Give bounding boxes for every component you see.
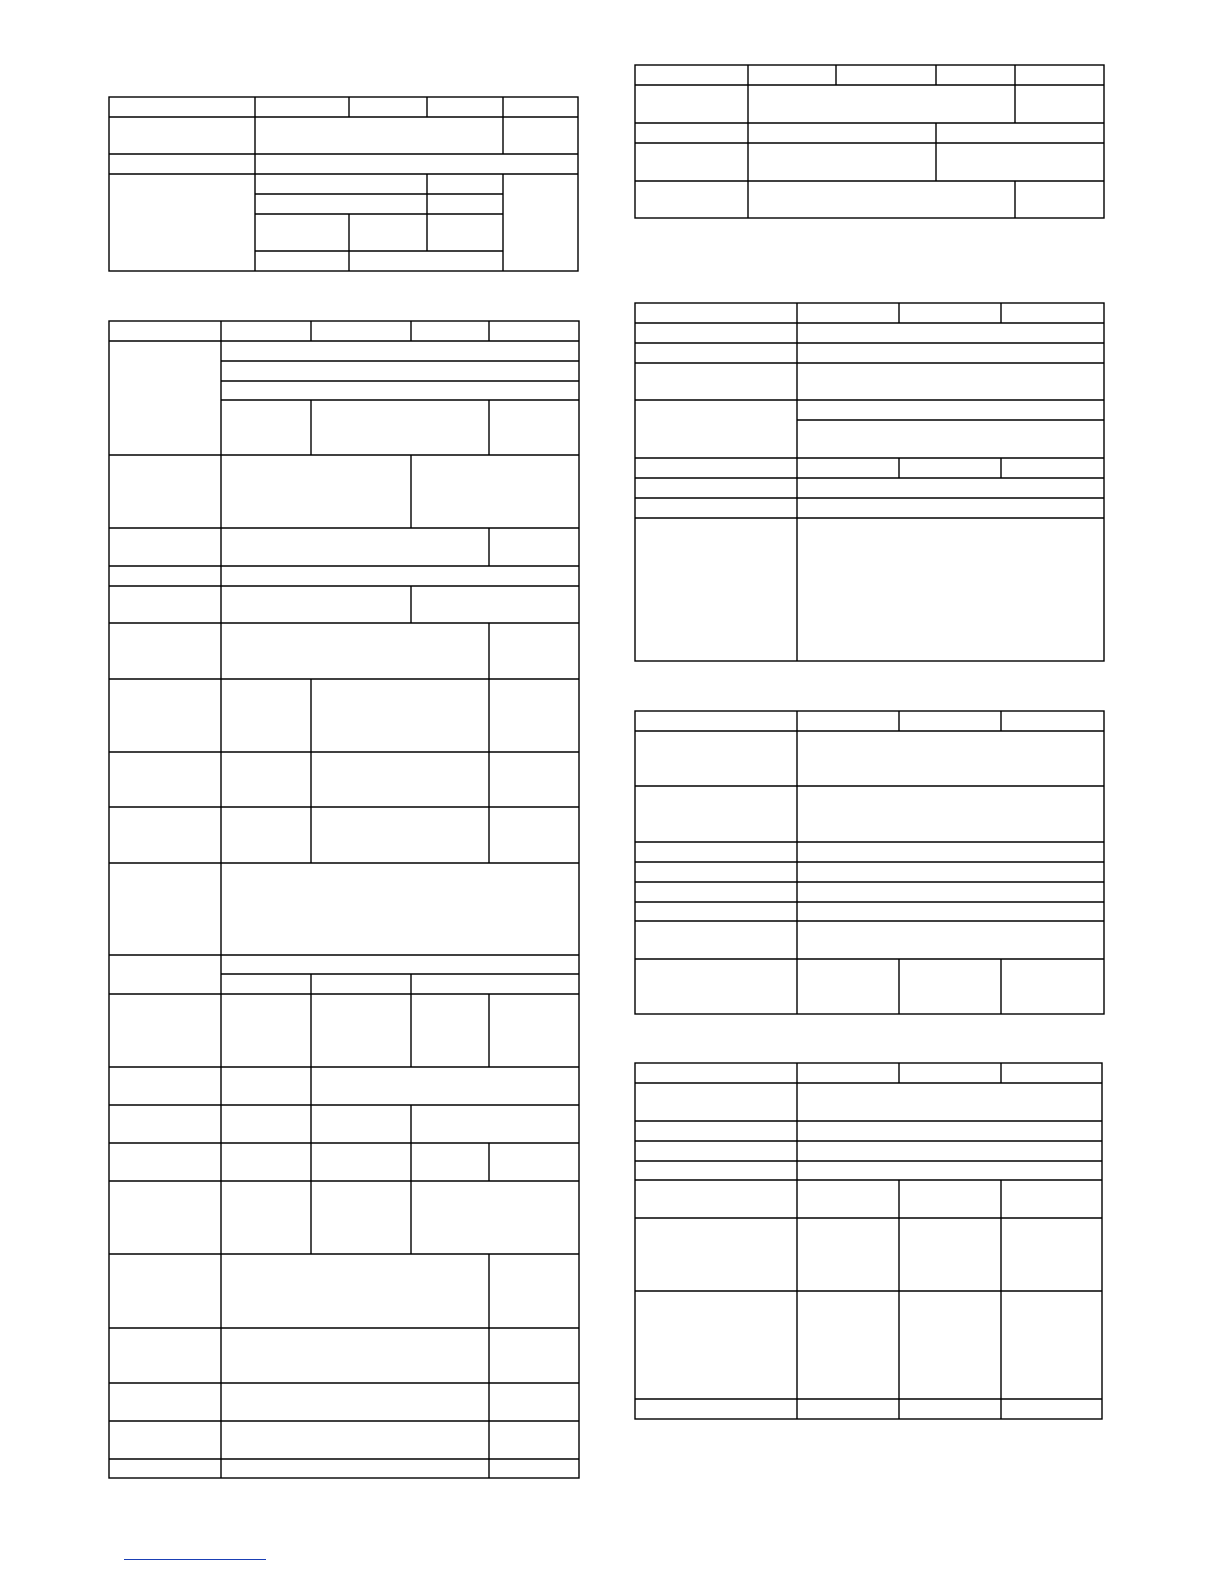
- spec-table-right-1: [634, 64, 1106, 220]
- footer-link-underline: [124, 1559, 266, 1560]
- spec-table-left-2: [108, 320, 582, 1480]
- spec-table-right-3: [634, 710, 1106, 1016]
- spec-table-left-1: [108, 96, 580, 272]
- spec-table-right-2: [634, 302, 1106, 664]
- spec-table-right-4: [634, 1062, 1106, 1422]
